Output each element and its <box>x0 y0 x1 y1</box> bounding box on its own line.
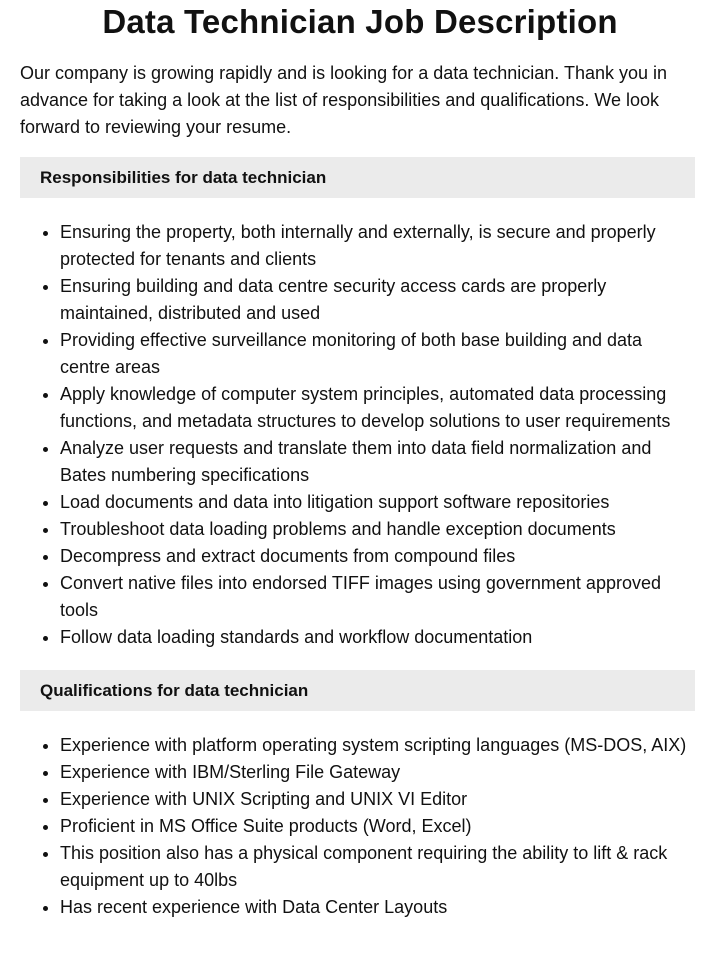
intro-paragraph: Our company is growing rapidly and is looking for a data technician. Thank you in advance for taking a look at the list of responsibilities and qualifications. We look forward to reviewing your resume. <box>20 63 668 137</box>
qualifications-heading: Qualifications for data technician <box>20 670 695 711</box>
list-item: • Ensuring the property, both internally and externally, is secure and properly protected for tenants and clients <box>60 219 695 273</box>
responsibilities-heading: Responsibilities for data technician <box>20 157 695 198</box>
list-item: • Has recent experience with Data Center Layouts <box>60 894 695 921</box>
list-item: • Experience with IBM/Sterling File Gateway <box>60 759 695 786</box>
responsibilities-list <box>20 219 695 651</box>
list-item: • Ensuring building and data centre security access cards are properly maintained, distributed and used <box>60 273 695 327</box>
list-item: • Analyze user requests and translate them into data field normalization and Bates numbering specifications <box>60 435 695 489</box>
list-item: • Troubleshoot data loading problems and handle exception documents <box>60 516 695 543</box>
list-item: • Convert native files into endorsed TIFF images using government approved tools <box>60 570 695 624</box>
list-item: • Experience with UNIX Scripting and UNIX VI Editor <box>60 786 695 813</box>
list-item: • Apply knowledge of computer system principles, automated data processing functions, and metadata structures to develop solutions to user requirements <box>60 381 695 435</box>
list-item: • Follow data loading standards and workflow documentation <box>60 624 695 651</box>
list-item: • This position also has a physical component requiring the ability to lift & rack equipment up to 40lbs <box>60 840 695 894</box>
list-item: • Providing effective surveillance monitoring of both base building and data centre areas <box>60 327 695 381</box>
qualifications-list <box>20 732 695 921</box>
list-item: • Experience with platform operating system scripting languages (MS-DOS, AIX) <box>60 732 695 759</box>
list-item: • Decompress and extract documents from compound files <box>60 543 695 570</box>
list-item: • Load documents and data into litigation support software repositories <box>60 489 695 516</box>
list-item: • Proficient in MS Office Suite products (Word, Excel) <box>60 813 695 840</box>
page-title: Data Technician Job Description <box>102 3 618 40</box>
